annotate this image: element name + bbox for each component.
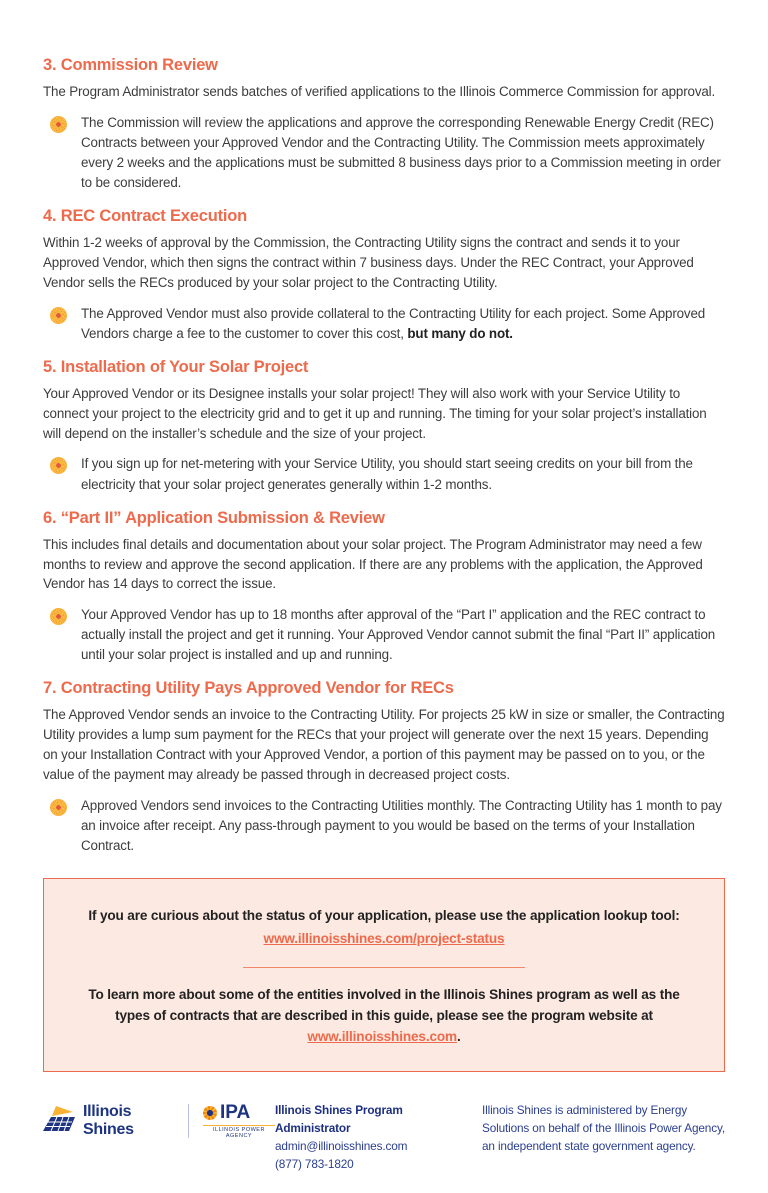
page-footer	[43, 1098, 725, 1173]
note-text: If you sign up for net-metering with your Service Utility, you should start seeing credits on your bill from the electricity that your solar project generates generally within 1-2 months.	[81, 456, 693, 492]
section-heading: 3. Commission Review	[43, 56, 218, 74]
project-status-link[interactable]: www.illinoisshines.com/project-status	[263, 931, 505, 947]
section-heading: 5. Installation of Your Solar Project	[43, 357, 309, 376]
solar-panel-icon	[43, 1105, 77, 1136]
section-note	[43, 605, 725, 665]
program-administrator-contact	[275, 1102, 480, 1173]
section-heading: 6. “Part II” Application Submission & Review	[43, 508, 385, 527]
sun-bullet-icon	[50, 307, 67, 324]
sun-bullet-icon	[50, 457, 67, 474]
section-note	[43, 796, 725, 856]
admin-title: Illinois Shines Program Administrator	[275, 1103, 403, 1136]
section-rec-contract-execution	[43, 207, 725, 344]
note-text: Your Approved Vendor has up to 18 months after approval of the “Part I” application and the REC contract to actually install the project and get it running. Your Approved Vendor cannot submit the final “Part II” application until your solar project is installed and up and running.	[81, 607, 716, 663]
callout-box	[43, 878, 725, 1072]
program-about-text: Illinois Shines is administered by Energy Solutions on behalf of the Illinois Power Agency, an independent state government agency.	[482, 1103, 725, 1153]
logo-divider	[188, 1104, 189, 1138]
callout-link-line	[84, 928, 684, 949]
admin-phone: (877) 783-1820	[275, 1156, 354, 1171]
sun-bullet-icon	[50, 608, 67, 625]
note-text: The Commission will review the applications and approve the corresponding Renewable Energy Credit (REC) Contracts between your Approved Vendor and the Contracting Utility. The Commission meets approximately every 2 weeks and the applications must be submitted 8 business days prior to a Commission meeting in order to be considered.	[81, 114, 721, 191]
section-note	[43, 113, 725, 193]
callout-divider	[243, 967, 525, 968]
program-website-link[interactable]: www.illinoisshines.com	[307, 1029, 457, 1045]
ipa-logo-subtext: ILLINOIS POWER AGENCY	[203, 1125, 275, 1139]
section-note	[43, 454, 725, 494]
illinois-shines-logo	[43, 1103, 172, 1139]
section-utility-pays-vendor	[43, 679, 725, 856]
callout-line-2: To learn more about some of the entities involved in the Illinois Shines program as well as the types of contracts that are described in this guide, please see the program website at www.illinoisshines.com.	[88, 987, 680, 1045]
ipa-logo	[203, 1102, 275, 1139]
section-note	[43, 304, 725, 344]
section-commission-review	[43, 56, 725, 193]
section-body: This includes final details and documentation about your solar project. The Program Administrator may need a few months to review and approve the second application. If there are any problems with the application, the Approved Vendor has 14 days to correct the issue.	[43, 536, 703, 592]
section-heading: 4. REC Contract Execution	[43, 207, 248, 226]
section-part-ii-application	[43, 509, 725, 666]
section-body: Your Approved Vendor or its Designee installs your solar project! They will also work with your Service Utility to connect your project to the electricity grid and to get it up and running. The timing for your solar project’s installation will depend on the installer’s schedule and the size of your project.	[43, 385, 707, 441]
sunflower-icon	[203, 1106, 217, 1120]
note-text: The Approved Vendor must also provide collateral to the Contracting Utility for each project. Some Approved Vendors charge a fee to the customer to cover this cost, but many do not.	[81, 305, 706, 341]
section-body: The Program Administrator sends batches of verified applications to the Illinois Commerce Commission for approval.	[43, 84, 716, 99]
section-body: The Approved Vendor sends an invoice to the Contracting Utility. For projects 25 kW in size or smaller, the Contracting Utility provides a lump sum payment for the RECs that your project will generate over the next 15 years. Depending on your Installation Contract with your Approved Vendor, a portion of this payment may be passed on to you, or the value of the payment may already be passed through in decreased project costs.	[43, 707, 725, 782]
sun-bullet-icon	[50, 116, 67, 133]
section-heading: 7. Contracting Utility Pays Approved Vendor for RECs	[43, 679, 454, 698]
callout-line-1: If you are curious about the status of your application, please use the application lookup tool:	[88, 908, 680, 924]
section-installation	[43, 358, 725, 495]
footer-logos	[43, 1102, 275, 1139]
illinois-shines-logo-text: Illinois Shines	[83, 1102, 134, 1138]
sun-bullet-icon	[50, 799, 67, 816]
admin-email: admin@illinoisshines.com	[275, 1138, 408, 1153]
section-body: Within 1-2 weeks of approval by the Commission, the Contracting Utility signs the contract and sends it to your Approved Vendor, which then signs the contract within 7 business days. Under the REC Contract, your Approved Vendor sells the RECs produced by your solar project to the Contracting Utility.	[43, 235, 694, 290]
ipa-logo-text: IPA	[219, 1102, 251, 1124]
note-text: Approved Vendors send invoices to the Contracting Utilities monthly. The Contracting Utility has 1 month to pay an invoice after receipt. Any pass-through payment to you would be based on the terms of your Installation Contract.	[81, 797, 722, 854]
